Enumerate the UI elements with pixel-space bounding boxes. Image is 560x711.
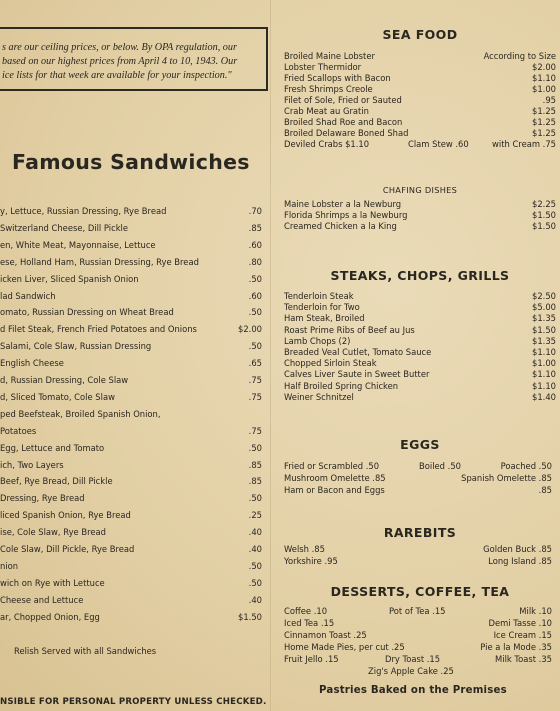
sandwiches-title: Famous Sandwiches (12, 150, 250, 174)
dessert-pie-mode: Pie a la Mode .35 (480, 642, 552, 652)
menu-item-price: According to Size (483, 51, 556, 61)
dessert-apple-cake: Zig's Apple Cake .25 (368, 666, 454, 676)
menu-item-price: .85 (248, 222, 262, 233)
menu-item-price: $1.50 (532, 324, 556, 335)
menu-item-name: ich, Two Layers (0, 459, 64, 470)
menu-item-price: $1.50 (238, 611, 262, 622)
menu-item-name: Clam Stew .60 (408, 139, 469, 149)
eggs-fried: Fried or Scrambled .50 (284, 461, 380, 471)
menu-item-name: ped Beefsteak, Broiled Spanish Onion, (0, 408, 161, 419)
menu-item-price: $1.00 (532, 358, 556, 369)
dessert-jello: Fruit Jello .15 (284, 654, 339, 664)
menu-item-price: $1.10 (532, 347, 556, 357)
menu-item-name: Switzerland Cheese, Dill Pickle (0, 222, 129, 233)
menu-item-name: Weiner Schnitzel (284, 391, 354, 402)
menu-item-row (0, 206, 262, 216)
menu-item-price: $1.50 (532, 221, 556, 231)
menu-item-row (0, 612, 262, 622)
eggs-mushroom: Mushroom Omelette .85 (284, 473, 386, 483)
menu-item-price: .40 (248, 544, 262, 554)
responsibility-note: NSIBLE FOR PERSONAL PROPERTY UNLESS CHECKED. (0, 697, 267, 707)
rarebit-yorkshire: Yorkshire .95 (284, 556, 338, 566)
dessert-pies: Home Made Pies, per cut .25 (284, 642, 405, 652)
seafood-title: SEA FOOD (382, 27, 458, 42)
chafing-title: CHAFING DISHES (382, 185, 458, 195)
menu-item-name: Lobster Thermidor (284, 62, 362, 72)
menu-item-price: $2.00 (532, 62, 556, 72)
menu-item-price: $2.25 (532, 199, 556, 209)
menu-item-name: Broiled Delaware Boned Shad (284, 128, 409, 138)
menu-item-name: ar, Chopped Onion, Egg (0, 611, 100, 622)
menu-item-price: $1.40 (532, 391, 556, 402)
rarebit-welsh: Welsh .85 (284, 544, 325, 554)
menu-item-row (0, 375, 262, 385)
menu-item-price: .60 (248, 239, 262, 250)
menu-item-name: Chopped Sirloin Steak (284, 358, 377, 369)
menu-item-price: .60 (248, 290, 262, 301)
menu-item-price: .50 (248, 273, 262, 284)
menu-item-row (0, 257, 262, 267)
menu-item-price: $1.25 (532, 117, 556, 127)
menu-item-price: .40 (248, 594, 262, 605)
menu-item-price: $1.25 (532, 128, 556, 138)
menu-item-row (0, 324, 262, 334)
menu-item-row (0, 443, 262, 453)
menu-item-price: $2.00 (238, 324, 262, 335)
menu-item-name: lad Sandwich (0, 290, 56, 301)
menu-item-row (0, 476, 262, 486)
menu-item-price: $1.00 (532, 84, 556, 94)
menu-item-price: $1.35 (532, 335, 556, 346)
menu-item-name: Broiled Shad Roe and Bacon (284, 117, 403, 127)
menu-item-price: .75 (248, 391, 262, 402)
eggs-ham: Ham or Bacon and Eggs (284, 485, 385, 495)
menu-item-price: $1.10 (532, 369, 556, 380)
notice-line: based on our highest prices from April 4 to 10, 1943. Our (2, 56, 238, 67)
menu-item-name: Crab Meat au Gratin (284, 106, 369, 116)
menu-item-row (0, 426, 262, 436)
menu-item-name: Breaded Veal Cutlet, Tomato Sauce (284, 347, 432, 357)
menu-item-price: $2.50 (532, 291, 556, 301)
menu-item-price: $1.25 (532, 106, 556, 116)
menu-item-name: d, Sliced Tomato, Cole Slaw (0, 391, 115, 402)
menu-item-row (0, 544, 262, 554)
menu-item-price: .70 (248, 206, 262, 216)
menu-item-row (0, 240, 262, 250)
menu-item-price: .85 (248, 476, 262, 487)
menu-item-name: Roast Prime Ribs of Beef au Jus (284, 324, 415, 335)
dessert-dry-toast: Dry Toast .15 (385, 654, 441, 664)
menu-item-name: Dressing, Rye Bread (0, 493, 85, 504)
menu-item-row (0, 595, 262, 605)
dessert-milk: Milk .10 (519, 606, 552, 616)
menu-item-name: omato, Russian Dressing on Wheat Bread (0, 307, 174, 318)
menu-item-name: Egg, Lettuce and Tomato (0, 442, 105, 453)
menu-item-price: $5.00 (532, 302, 556, 313)
menu-item-name: y, Lettuce, Russian Dressing, Rye Bread (0, 206, 167, 216)
menu-item-row (0, 460, 262, 470)
menu-item-row (0, 493, 262, 503)
menu-item-name: Salami, Cole Slaw, Russian Dressing (0, 341, 152, 352)
menu-item-name: d, Russian Dressing, Cole Slaw (0, 375, 129, 385)
dessert-pot-tea: Pot of Tea .15 (389, 606, 446, 616)
menu-item-row (0, 341, 262, 351)
menu-item-price: .50 (248, 442, 262, 453)
menu-item-name: Fresh Shrimps Creole (284, 84, 373, 94)
dessert-coffee: Coffee .10 (284, 606, 328, 616)
menu-item-price: .50 (248, 577, 262, 588)
page-fold (270, 0, 272, 711)
eggs-poached: Poached .50 (500, 461, 552, 471)
menu-item-row (0, 358, 262, 368)
menu-item-name: Potatoes (0, 425, 37, 436)
menu-item-name: Fried Scallops with Bacon (284, 73, 391, 83)
dessert-iced-tea: Iced Tea .15 (284, 618, 335, 628)
menu-item-name: Tenderloin Steak (284, 291, 354, 301)
eggs-spanish: Spanish Omelette .85 (461, 473, 552, 483)
menu-item-name: Lamb Chops (2) (284, 335, 351, 346)
dessert-ice-cream: Ice Cream .15 (493, 630, 552, 640)
menu-item-name: with Cream .75 (492, 139, 556, 149)
menu-item-price: .75 (248, 375, 262, 385)
menu-item-name: wich on Rye with Lettuce (0, 577, 105, 588)
menu-item-row (0, 307, 262, 317)
menu-item-name: Cheese and Lettuce (0, 594, 84, 605)
desserts-title: DESSERTS, COFFEE, TEA (330, 584, 510, 599)
menu-item-name: Florida Shrimps a la Newburg (284, 210, 408, 220)
eggs-title: EGGS (400, 437, 440, 452)
menu-item-row (0, 561, 262, 571)
rarebit-long-island: Long Island .85 (488, 556, 552, 566)
menu-item-price: .65 (248, 358, 262, 369)
pastries-note: Pastries Baked on the Premises (319, 685, 507, 696)
menu-item-price: .50 (248, 307, 262, 318)
menu-item-price: .50 (248, 560, 262, 571)
menu-item-row (0, 392, 262, 402)
menu-item-name: Creamed Chicken a la King (284, 221, 397, 231)
menu-item-name: Maine Lobster a la Newburg (284, 199, 402, 209)
menu-item-price: .50 (248, 493, 262, 504)
menu-item-name: Half Broiled Spring Chicken (284, 380, 399, 391)
menu-item-row (0, 274, 262, 284)
menu-item-name: Ham Steak, Broiled (284, 313, 365, 324)
menu-item-row (0, 223, 262, 233)
menu-item-price: .25 (248, 510, 262, 521)
menu-item-price: .50 (248, 341, 262, 352)
menu-item-price: .95 (542, 95, 556, 105)
relish-note: Relish Served with all Sandwiches (14, 646, 157, 656)
menu-item-row (0, 291, 262, 301)
menu-item-price: $1.35 (532, 313, 556, 324)
menu-item-price: .85 (248, 459, 262, 470)
menu-item-name: Tenderloin for Two (284, 302, 360, 313)
menu-item-name: liced Spanish Onion, Rye Bread (0, 510, 131, 521)
menu-item-price: .75 (248, 425, 262, 436)
menu-item-name: Cole Slaw, Dill Pickle, Rye Bread (0, 544, 135, 554)
menu-item-name: icken Liver, Sliced Spanish Onion (0, 273, 139, 284)
menu-item-price: .40 (248, 527, 262, 538)
menu-item-row (0, 510, 262, 520)
menu-item-name: Beef, Rye Bread, Dill Pickle (0, 476, 113, 487)
rarebit-golden: Golden Buck .85 (483, 544, 552, 554)
eggs-ham-price: .85 (538, 485, 552, 495)
menu-item-name: English Cheese (0, 358, 64, 369)
menu-item-row (0, 409, 262, 419)
notice-line: s are our ceiling prices, or below. By OPA regulation, our (2, 42, 237, 53)
menu-item-price: $1.10 (532, 380, 556, 391)
menu-item-name: Filet of Sole, Fried or Sauted (284, 95, 402, 105)
eggs-boiled: Boiled .50 (419, 461, 461, 471)
menu-item-name: ise, Cole Slaw, Rye Bread (0, 527, 106, 538)
menu-item-name: Deviled Crabs $1.10 (284, 139, 370, 149)
menu-item-name: d Filet Steak, French Fried Potatoes and Onions (0, 324, 197, 335)
menu-item-price: $1.10 (532, 73, 556, 83)
menu-item-name: nion (0, 560, 19, 571)
dessert-milk-toast: Milk Toast .35 (495, 654, 552, 664)
dessert-cinnamon: Cinnamon Toast .25 (284, 630, 367, 640)
menu-item-name: Broiled Maine Lobster (284, 51, 375, 61)
opa-notice-box (0, 27, 268, 91)
menu-item-name: ese, Holland Ham, Russian Dressing, Rye Bread (0, 256, 199, 267)
menu-item-name: Calves Liver Saute in Sweet Butter (284, 369, 430, 380)
notice-line: ice lists for that week are available for your inspection." (2, 70, 232, 81)
menu-item-price: .80 (248, 256, 262, 267)
dessert-demi: Demi Tasse .10 (488, 618, 552, 628)
menu-item-name: en, White Meat, Mayonnaise, Lettuce (0, 239, 156, 250)
menu-item-row (0, 578, 262, 588)
rarebits-title: RAREBITS (383, 525, 457, 540)
menu-item-row (0, 527, 262, 537)
menu-item-price: $1.50 (532, 210, 556, 220)
steaks-title: STEAKS, CHOPS, GRILLS (330, 268, 510, 283)
